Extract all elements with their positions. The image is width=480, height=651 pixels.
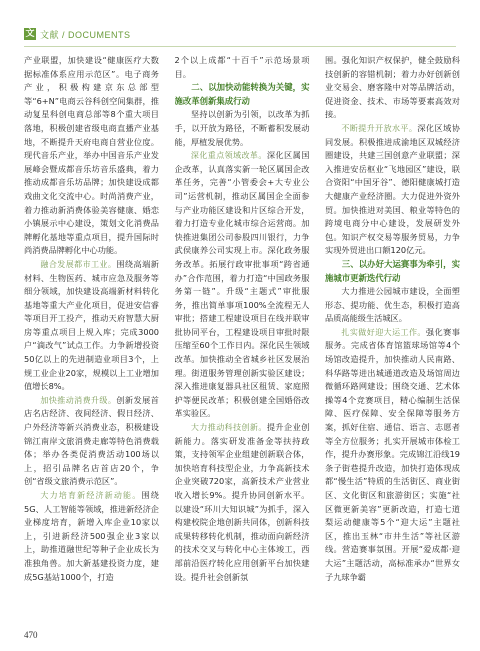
subheading: 不断提升开放水平。 bbox=[341, 123, 418, 133]
section-label: 文献 / DOCUMENTS bbox=[40, 29, 131, 40]
section-heading: 三、以办好大运赛事为牵引，实施城市更新迭代行动 bbox=[325, 258, 460, 283]
subheading: 融合发展都市工业。 bbox=[40, 259, 117, 269]
paragraph-text: 围绕高端新材料、生物医药、城市应急及服务等细分领域，加快建设高端新材料转化基地等重大产业化项目，促进安信睿等项目开工投产，推动天府智慧大厨房等重点项目上规入库；完成3000户“滴改气”试点工作。力争新增投资50亿以上的先进制造业项目3个，上规工业企业20家，规模以上工业增加值增长8%。 bbox=[24, 258, 159, 392]
column-2 bbox=[175, 54, 310, 624]
subheading: 扎实做好迎大运工作。 bbox=[341, 327, 426, 337]
paragraph bbox=[24, 394, 159, 489]
paragraph-text: 深化区域协同发展。积极推进成渝地区双城经济圈建设，共建三国创意产业联盟；深入推进安岳枢业“飞地园区”建设，联合资阳“中国牙谷”、德阳健康城打造大健康产业经济圈。大力促进外资外贸。加快推进对美国、粮业等特色的跨境电商分中心建设，发展研发外包。知识产权交易等服务贸易，力争实现外贸进出口额120亿元。 bbox=[325, 122, 460, 256]
subheading: 大力推动科技创新。 bbox=[190, 423, 267, 433]
paragraph-text: 深化区属国企改革，认真落实新一轮区属国企改革任务，完善“小管委会+大专业公司”运营机制，推动区属国企全面参与产业功能区建设和片区综合开发，着力打造专业化城市综合运营商。加快推进集团公司参股四川银行，力争武侯康养公司实现上市。深化政务服务改革。拓展行政审批事项“跨省通办”合作范围，着力打造“中国政务服务第一链”。升级“主题式”审批服务，推出简单事项100%全流程无人审批；搭建工程建设项目在线并联审批协同平台，工程建设项目审批时限压缩至60个工作日内。深化民生领域改革。加快推动全省城乡社区发展治理。街道服务管理创新实验区建设；深入推进康复器具社区租赁、家庭照护等便民改革；积极创建全国婚俗改革实验区。 bbox=[174, 150, 310, 419]
paragraph-text: 产业联盟，加快建设“健康医疗大数据标准体系应用示范区”。电子商务产业，积极构建京东总部型等“6+N”电商云谷科创空间集群，推动复星科创电商总部等8个重大项目落地，积极创建省级电商直播产业基地，不断提升天府电商自营业位度。现代音乐产业，举办中国音乐产业发展峰会暨成都音乐坊音乐盛典，着力推动成都音乐坊品牌；加快建设成都戏曲文化交流中心。时尚消费产业，着力推动新消费体验美容健康、婚恋小镇展示中心建设，策划文化消费品牌孵化基地等重点项目，提升国际时尚消费品牌孵化中心功能。 bbox=[24, 55, 159, 256]
paragraph bbox=[175, 108, 310, 149]
paragraph bbox=[24, 489, 159, 584]
paragraph bbox=[325, 122, 460, 258]
paragraph bbox=[325, 285, 460, 326]
column-1 bbox=[24, 54, 159, 624]
page-number: 470 bbox=[24, 630, 38, 640]
article-body bbox=[24, 54, 460, 624]
paragraph bbox=[325, 54, 460, 122]
header-divider bbox=[24, 46, 456, 47]
subheading: 大力培育新经济新动能。 bbox=[40, 491, 142, 500]
section-heading: 二、以加快动能转换为关键，实施改革创新集成行动 bbox=[174, 82, 310, 106]
paragraph bbox=[24, 54, 159, 258]
paragraph-text: 提升企业创新能力。落实研发准备金等扶持政策，支持领军企业组建创新联合体，加快培育科技型企业，力争高新技术企业突破720家，高新技术产业营业收入增长9%。提升协同创新水平。以建设“环川大知识城”为抓手，深入构建校院企地创新共同体，创新科技成果转移转化机制，推动面向新经济的技术交叉与转化中心主体竣工，西部前沿医疗转化应用创新平台加快建设。提升社会创新氛 bbox=[174, 422, 310, 582]
subheading: 加快推动消费升级。 bbox=[40, 395, 117, 405]
paragraph-text: 围绕5G、人工智能等领域，推进新经济企业梯度培育，新增入库企业10家以上，引进新经济500强企业3家以上，助推道融世纪等种子企业成长为准独角兽。加大新基建投资力度，建成5G基站1000个，打造 bbox=[24, 490, 159, 582]
paragraph bbox=[175, 421, 310, 584]
paragraph-text: 坚持以创新为引领，以改革为抓手，以开放为路径，不断蓄积发展动能，厚植发展优势。 bbox=[174, 109, 310, 147]
paragraph bbox=[175, 149, 310, 421]
paragraph-text: 大力推进公园城市建设，全面塑形态、提功能、优生态，积极打造高品质高能级生活城区。 bbox=[325, 286, 460, 324]
section-logo: 文 bbox=[25, 29, 35, 39]
column-3 bbox=[325, 54, 460, 624]
subheading: 深化重点领域改革。 bbox=[190, 151, 267, 161]
paragraph bbox=[175, 54, 310, 81]
paragraph-text: 围。强化知识产权保护，健全鼓励科技创新的容错机制；着力办好创新创业交易会、磨客隆中对等品牌活动，促进资金、技术、市场等要素高效对接。 bbox=[325, 55, 460, 120]
paragraph bbox=[325, 326, 460, 584]
paragraph-text: 强化赛事服务。完成省体育馆篮球场馆等4个场馆改造提升，加快推动人民南路、科华路等进出城通道改造及场馆周边微循环路网建设；围绕交通、艺术体操等4个竞赛项目，精心编制生活保障、医疗保障、安全保障等服务方案，抓好住宿、通信、语言、志愿者等全方位服务；扎实开展城市体检工作，提升办赛形象。完成锦江沿线19条子街巷提升改造，加快打造体现成都“慢生活”特质的生活街区、商业街区、文化街区和旅游街区；实施“社区微更新美容”更新改造，打造七道梨运动健康等5个“迎大运”主题社区，推出玉林“市井生活”等社区游线。营造赛事氛围。开展“爱成都·迎大运”主题活动，高标准承办“世界女子九球争霸 bbox=[325, 326, 460, 582]
paragraph-text: 创新发展首店名店经济、夜间经济、假日经济、户外经济等新兴消费业态，积极建设锦江南岸文旅消费走廊等特色消费载体；举办各类促消费活动100场以上，招引品牌名店首店20个，争创“省级文旅消费示范区”。 bbox=[24, 394, 159, 487]
paragraph-text: 2个以上成都“十百千”示范场景项目。 bbox=[174, 55, 310, 79]
paragraph bbox=[24, 258, 159, 394]
page-header bbox=[24, 26, 131, 42]
